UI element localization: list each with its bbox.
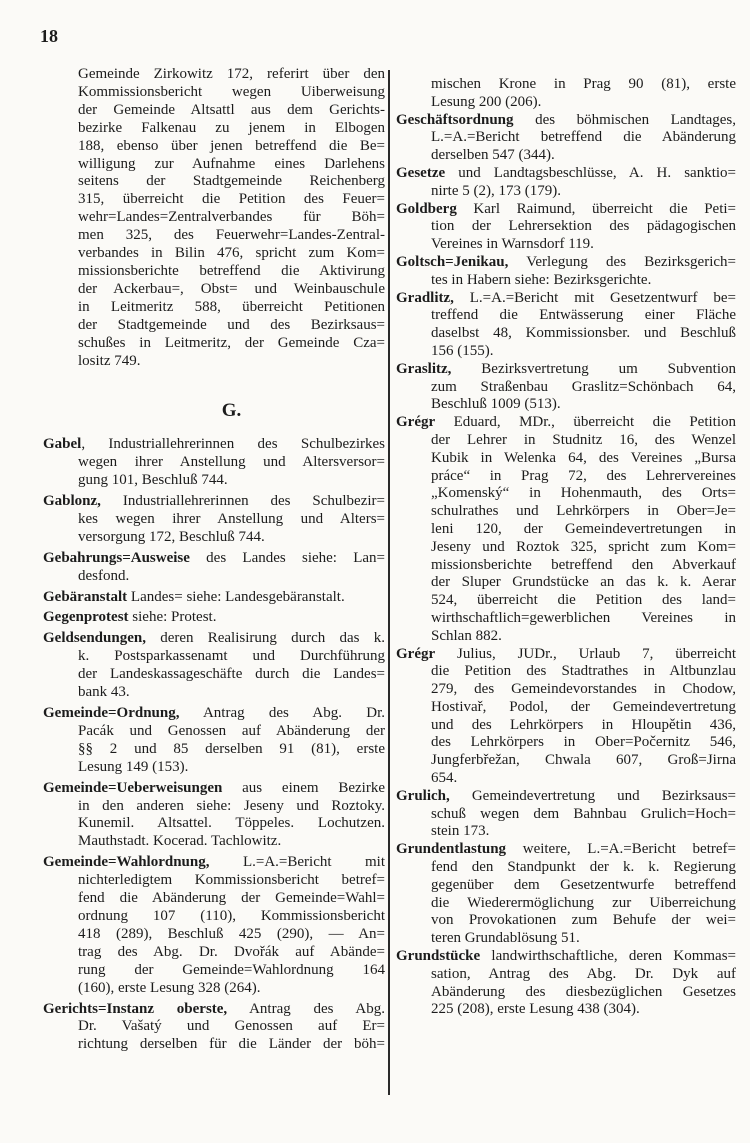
entry-text: in den anderen siehe: Jeseny und Roztoky. (78, 797, 385, 814)
entry-text: Schlan 882. (431, 627, 502, 644)
text-line (396, 361, 736, 379)
entry-text: 524, überreicht die Petition des land= (431, 592, 736, 609)
text-line (396, 112, 736, 130)
section-heading: G. (221, 400, 242, 422)
entry-text: Antrag des Abg. Dr. (179, 705, 385, 721)
text-line (78, 926, 385, 944)
entry-heading: Grégr (396, 645, 436, 662)
entry-heading: Gebäranstalt (43, 588, 128, 605)
text-line (78, 798, 385, 816)
entry-text: Industriallehrerinnen des Schulbezir= (100, 493, 385, 510)
entry-text: und Landtagsbeschlüsse, A. H. sanktio= (445, 164, 736, 181)
index-entry (43, 550, 385, 586)
entry-text: kes wegen ihrer Anstellung und Alters= (78, 510, 385, 527)
text-line (78, 872, 385, 890)
entry-text: L.=A.=Bericht betreffend die Abänderung (431, 129, 736, 146)
text-line (431, 307, 736, 325)
entry-text: nichterledigtem Kommissionsbericht betref= (78, 872, 385, 889)
text-line (431, 539, 736, 557)
text-line (43, 493, 385, 511)
text-line (431, 895, 736, 913)
text-line: der Ackerbau=, Obst= und Weinbauschule (78, 280, 385, 297)
entry-heading: Gegenprotest (43, 609, 129, 626)
text-line (431, 770, 736, 788)
text-line: 188, ebenso über jenen betreffend die Be= (78, 137, 385, 154)
entry-text: Hostivař, Podol, der Gemeindevertretung (431, 698, 736, 715)
entry-text: der Landeskassageschäfte durch die Landes= (78, 666, 385, 683)
text-line (43, 609, 385, 627)
text-line (431, 183, 736, 201)
entry-text: (160), erste Lesung 328 (264). (78, 979, 261, 996)
entry-text: Vereines in Warnsdorf 119. (431, 236, 594, 253)
text-line (396, 201, 736, 219)
text-line (78, 944, 385, 962)
text-line (431, 663, 736, 681)
text-line: mischen Krone in Prag 90 (81), erste (431, 76, 736, 92)
text-line (431, 503, 736, 521)
entry-text: 418 (289), Beschluß 425 (290), — An= (78, 925, 385, 942)
text-line (78, 1036, 385, 1054)
text-line (43, 436, 385, 454)
text-line (78, 741, 385, 759)
text-line: Lesung 200 (206). (431, 93, 542, 110)
entry-text: stein 173. (431, 823, 490, 840)
text-line (431, 681, 736, 699)
continued-entry (396, 76, 736, 112)
entry-text: Jungferbřežan, Chwala 607, Groß=Jirna (431, 752, 736, 769)
entry-text: Gemeindevertretung und Bezirksaus= (449, 787, 736, 804)
text-line (431, 859, 736, 877)
entry-heading: Gabel (43, 436, 82, 453)
text-line (43, 1001, 385, 1019)
entry-text: , Industriallehrerinnen des Schulbezirkes (81, 436, 385, 453)
text-line (431, 628, 736, 646)
entry-text: §§ 2 und 85 derselben 91 (81), erste (78, 740, 385, 757)
text-line (43, 780, 385, 798)
entry-heading: Goldberg (396, 200, 457, 217)
text-line (431, 610, 736, 628)
index-entry (43, 705, 385, 777)
entry-heading: Gemeinde=Ordnung, (43, 705, 180, 721)
entry-text: Beschluß 1009 (513). (431, 396, 561, 413)
text-line: verbandes in Bilin 476, spricht zum Kom= (78, 245, 385, 262)
text-line (396, 290, 736, 308)
continued-entry (43, 66, 385, 370)
entry-text: daselbst 48, Kommissionsber. und Beschluß (431, 325, 736, 342)
index-entry (43, 589, 385, 607)
entry-text: Landes= siehe: Landesgebäranstalt. (127, 588, 345, 605)
index-entry (43, 630, 385, 702)
entry-heading: Grundentlastung (396, 841, 507, 858)
text-line (78, 759, 385, 777)
text-line: men 325, des Feuerwehr=Landes-Zentral- (78, 227, 385, 244)
text-line (431, 396, 736, 414)
entry-text: Pacák und Genossen auf Abänderung der (78, 722, 385, 739)
text-line: schußes in Leitmeritz, der Gemeinde Cza= (78, 334, 385, 351)
text-line (396, 841, 736, 859)
index-entry (396, 290, 736, 361)
entry-text: trag des Abg. Dr. Dvořák auf Abände= (78, 943, 385, 960)
text-line: missionsberichte betreffend die Aktivirung (78, 262, 385, 279)
text-line (431, 218, 736, 236)
text-line: der Gemeinde Altsattl aus dem Gerichts- (78, 101, 385, 118)
entry-text: Mauthstadt. Kocerad. Tachlowitz. (78, 833, 282, 850)
entry-text: nirte 5 (2), 173 (179). (431, 182, 561, 199)
text-line (431, 966, 736, 984)
entry-text: Lesung 149 (153). (78, 758, 189, 775)
text-line (43, 589, 385, 607)
index-entry (396, 254, 736, 290)
entry-text: L.=A.=Bericht mit Gesetzentwurf be= (453, 289, 736, 306)
entry-text: zum Straßenbau Graslitz=Schönbach 64, (431, 378, 736, 395)
text-line (78, 472, 385, 490)
entry-text: fend den Standpunkt der k. k. Regierung (431, 859, 736, 876)
entry-text: und des Lehrkörpers in Hloupětin 436, (431, 716, 736, 733)
entry-text: fend die Abänderung der Gemeinde=Wahl= (78, 890, 385, 907)
text-line (43, 705, 385, 723)
entry-text: des Lehrkörpers in Ober=Počernitz 546, (431, 734, 736, 751)
entry-heading: Gerichts=Instanz oberste, (43, 1000, 228, 1017)
entry-text: k. Postsparkassenamt und Durchführung (78, 648, 385, 665)
entry-text: Bezirksvertretung um Subvention (451, 360, 736, 377)
text-line (78, 980, 385, 998)
entry-text: wirthschaftlich=gewerblichen Vereines in (431, 609, 736, 626)
entry-text: richtung derselben für die Länder der böh= (78, 1036, 385, 1053)
entry-text: rung der Gemeinde=Wahlordnung 164 (78, 961, 385, 978)
entry-text: siehe: Protest. (128, 609, 217, 626)
index-entry (396, 414, 736, 645)
text-line (396, 788, 736, 806)
text-line (396, 646, 736, 664)
entry-heading: Geldsendungen, (43, 630, 146, 647)
index-entry (396, 646, 736, 788)
text-line (396, 165, 736, 183)
entry-heading: Grulich, (396, 787, 450, 804)
text-line: bezirke Falkenau zu jenem in Elbogen (78, 119, 385, 136)
entry-heading: Gablonz, (43, 493, 101, 510)
entry-text: aus einem Bezirke (222, 779, 385, 796)
index-entry (43, 1001, 385, 1055)
entry-heading: Gebahrungs=Ausweise (43, 549, 190, 566)
entry-text: gegenüber dem Gesetzentwurfe betreffend (431, 876, 736, 893)
entry-heading: Geschäftsordnung (396, 111, 514, 128)
text-line (431, 930, 736, 948)
text-line (431, 325, 736, 343)
text-line (431, 147, 736, 165)
text-line: lositz 749. (78, 352, 141, 369)
entry-text: missionsberichte betreffend den Abverkauf (431, 556, 736, 573)
text-line (431, 752, 736, 770)
entry-text: landwirthschaftliche, deren Kommas= (480, 948, 736, 965)
text-line (78, 511, 385, 529)
text-line (431, 468, 736, 486)
entry-text: Antrag des Abg. (227, 1000, 385, 1017)
entry-text: der Lehrer in Studnitz 16, des Wenzel (431, 431, 736, 448)
index-entry (396, 788, 736, 841)
entry-text: práce“ in Prag 72, des Lehrervereines (431, 467, 736, 484)
text-line (431, 557, 736, 575)
text-line (431, 877, 736, 895)
text-line (431, 521, 736, 539)
entry-text: L.=A.=Bericht mit (209, 854, 385, 871)
column-divider (388, 70, 390, 1095)
text-line (431, 129, 736, 147)
text-line: wehr=Landes=Zentralverbandes für Böh= (78, 209, 385, 226)
right-column (396, 76, 736, 1019)
text-line (396, 254, 736, 272)
text-line (78, 833, 385, 851)
index-entry (43, 854, 385, 997)
text-line (78, 568, 385, 586)
text-line (78, 815, 385, 833)
text-line (78, 908, 385, 926)
entry-heading: Grégr (396, 414, 436, 431)
text-line (431, 699, 736, 717)
entry-text: versorgung 172, Beschluß 744. (78, 528, 265, 545)
text-line (396, 414, 736, 432)
text-line (431, 806, 736, 824)
entry-text: der Sluper Grundstücke an das k. k. Aerar (431, 574, 736, 591)
text-line (78, 1018, 385, 1036)
index-entry (396, 841, 736, 948)
entry-text: die Petition des Stadtrathes in Altbunzlau (431, 663, 736, 680)
entry-text: Abänderung des diesbezüglichen Gesetzes (431, 983, 736, 1000)
text-line (431, 717, 736, 735)
entry-text: sation, Antrag des Abg. Dr. Dyk auf (431, 965, 736, 982)
text-line (431, 1001, 736, 1019)
entry-text: Eduard, MDr., überreicht die Petition (435, 414, 736, 431)
text-line: willigung zur Aufnahme eines Darlehens (78, 155, 385, 172)
text-line: Gemeinde Zirkowitz 172, referirt über den (78, 66, 385, 82)
text-line (78, 666, 385, 684)
text-line (78, 962, 385, 980)
text-line (78, 684, 385, 702)
text-line: Kommissionsbericht wegen Uiberweisung (78, 83, 385, 100)
entry-text: tes in Habern siehe: Bezirksgerichte. (431, 271, 652, 288)
entry-text: Kunemil. Altsattel. Töppeles. Lochutzen. (78, 815, 385, 832)
text-line (78, 723, 385, 741)
text-line (43, 550, 385, 568)
entry-heading: Grundstücke (396, 948, 481, 965)
text-line (431, 574, 736, 592)
text-line (43, 630, 385, 648)
text-line: der Stadtgemeinde und des Bezirksaus= (78, 316, 385, 333)
entry-text: Verlegung des Bezirksgerich= (508, 253, 736, 270)
entry-text: des Landes siehe: Lan= (189, 549, 385, 566)
text-line (431, 432, 736, 450)
text-line (431, 823, 736, 841)
entry-text: gung 101, Beschluß 744. (78, 472, 228, 489)
text-line (78, 648, 385, 666)
entry-text: treffend die Entwässerung einer Fläche (431, 307, 736, 324)
index-entry (43, 609, 385, 627)
index-entry (396, 201, 736, 254)
text-line (78, 890, 385, 908)
entry-text: schuß wegen dem Bahnbau Grulich=Hoch= (431, 805, 736, 822)
text-line (431, 236, 736, 254)
entry-heading: Gemeinde=Wahlordnung, (43, 854, 210, 871)
text-line (78, 529, 385, 547)
index-entry (43, 493, 385, 547)
entry-heading: Gemeinde=Ueberweisungen (43, 779, 223, 796)
entry-text: 654. (431, 770, 458, 787)
text-line: seitens der Stadtgemeinde Reichenberg (78, 173, 385, 190)
text-line (431, 450, 736, 468)
entry-heading: Gesetze (396, 164, 446, 181)
index-entry (396, 948, 736, 1019)
entry-heading: Goltsch=Jenikau, (396, 253, 509, 270)
entry-text: leni 120, der Gemeindevertretungen in (431, 520, 736, 537)
entry-text: desfond. (78, 567, 130, 584)
text-line (431, 343, 736, 361)
text-line (43, 854, 385, 872)
left-column (43, 66, 385, 1057)
text-line (431, 984, 736, 1002)
entry-text: tion der Lehrersektion des pädagogischen (431, 218, 736, 235)
entry-text: 279, des Gemeindevorstandes in Chodow, (431, 681, 736, 698)
entry-heading: Gradlitz, (396, 289, 454, 306)
entry-text: 225 (208), erste Lesung 438 (304). (431, 1001, 640, 1018)
entry-text: Julius, JUDr., Urlaub 7, überreicht (435, 645, 736, 662)
entry-text: teren Grundablösung 51. (431, 930, 580, 947)
index-entry (396, 112, 736, 165)
entry-text: Jeseny und Roztok 325, spricht zum Kom= (431, 538, 736, 555)
index-entry (43, 436, 385, 490)
entry-text: 156 (155). (431, 342, 494, 359)
text-line (396, 948, 736, 966)
entry-heading: Graslitz, (396, 360, 452, 377)
entry-text: des böhmischen Landtages, (513, 111, 736, 128)
index-entry (43, 780, 385, 852)
entry-text: wegen ihrer Anstellung und Altersversor= (78, 454, 385, 471)
entry-text: bank 43. (78, 684, 130, 701)
entry-text: deren Realisirung durch das k. (145, 630, 385, 647)
text-line (431, 272, 736, 290)
text-line (431, 379, 736, 397)
text-line (78, 454, 385, 472)
entry-text: Kubik in Welenka 64, des Vereines „Bursa (431, 449, 736, 466)
entry-text: schulrathes und Lehrkörpers in Ober=Je= (431, 503, 736, 520)
entry-text: Karl Raimund, überreicht die Peti= (456, 200, 736, 217)
text-line (431, 734, 736, 752)
index-entry (396, 361, 736, 414)
entry-text: weitere, L.=A.=Bericht betref= (506, 841, 736, 858)
entry-text: Dr. Vašatý und Genossen auf Er= (78, 1018, 385, 1035)
text-line: in Leitmeritz 588, überreicht Petitionen (78, 298, 385, 315)
entry-text: derselben 547 (344). (431, 147, 555, 164)
text-line (431, 485, 736, 503)
index-entry (396, 165, 736, 201)
text-line (431, 592, 736, 610)
text-line: 315, überreicht die Petition des Feuer= (78, 191, 385, 208)
text-line (431, 912, 736, 930)
entry-text: „Komenský“ in Hohenmauth, des Orts= (431, 485, 736, 502)
entry-text: von Provokationen zum Behufe der wei= (431, 912, 736, 929)
entry-text: ordnung 107 (110), Kommissionsbericht (78, 907, 385, 924)
page-number: 18 (40, 26, 58, 46)
entry-text: die Wiederermöglichung zur Uiberreichung (431, 894, 736, 911)
